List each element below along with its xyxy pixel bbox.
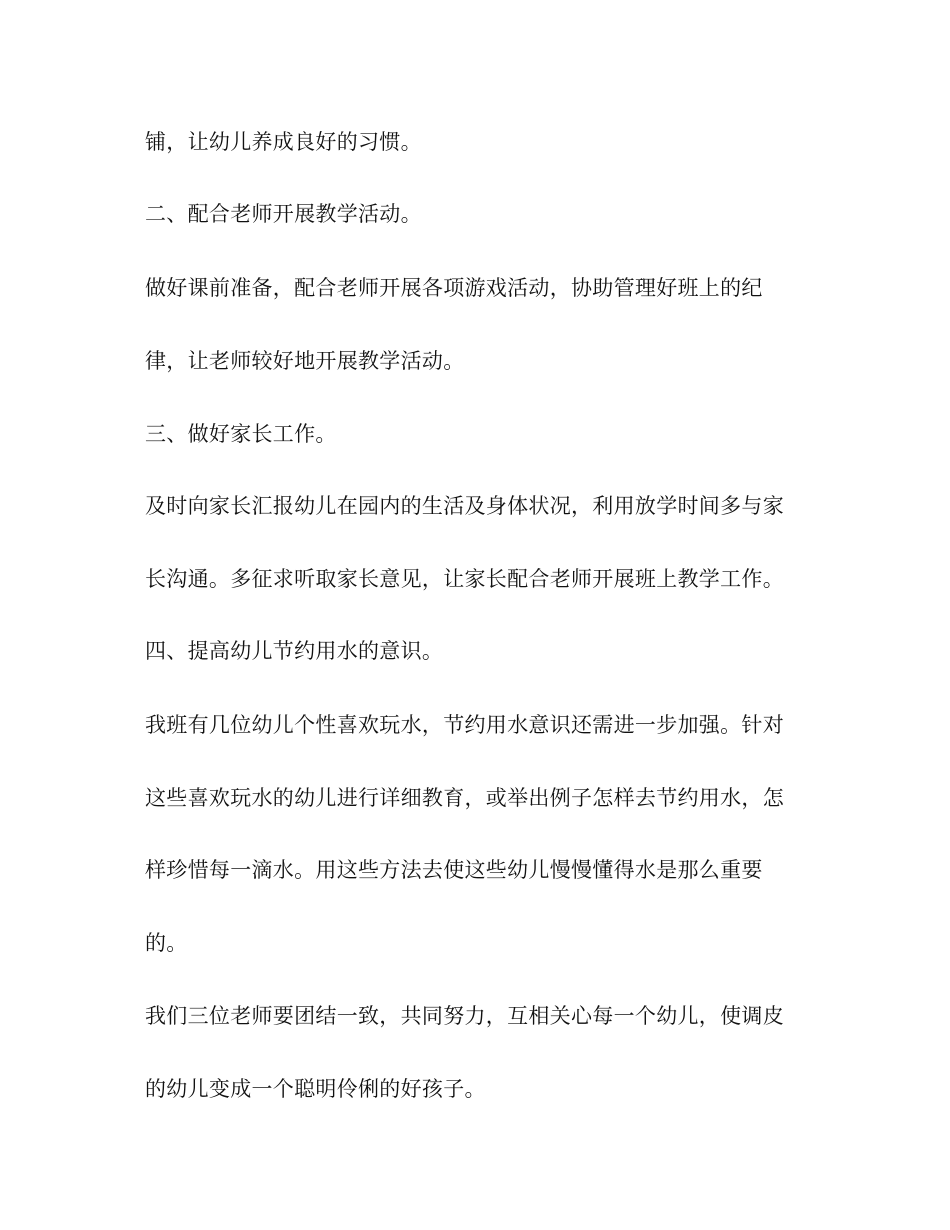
paragraph-line: 我班有几位幼儿个性喜欢玩水，节约用水意识还需进一步加强。针对 bbox=[145, 713, 784, 737]
paragraph-line: 律，让老师较好地开展教学活动。 bbox=[145, 349, 465, 373]
section-heading-4: 四、提高幼儿节约用水的意识。 bbox=[145, 639, 444, 663]
section-heading-2: 二、配合老师开展教学活动。 bbox=[145, 202, 422, 226]
paragraph-line: 长沟通。多征求听取家长意见，让家长配合老师开展班上教学工作。 bbox=[145, 567, 784, 591]
paragraph-line: 这些喜欢玩水的幼儿进行详细教育，或举出例子怎样去节约用水，怎 bbox=[145, 786, 784, 810]
paragraph-line: 及时向家长汇报幼儿在园内的生活及身体状况，利用放学时间多与家 bbox=[145, 494, 784, 518]
paragraph-line: 铺，让幼儿养成良好的习惯。 bbox=[145, 130, 422, 154]
paragraph-line: 做好课前准备，配合老师开展各项游戏活动，协助管理好班上的纪 bbox=[145, 276, 763, 300]
paragraph-line: 的幼儿变成一个聪明伶俐的好孩子。 bbox=[145, 1077, 486, 1101]
paragraph-line: 样珍惜每一滴水。用这些方法去使这些幼儿慢慢懂得水是那么重要 bbox=[145, 858, 763, 882]
paragraph-line: 我们三位老师要团结一致，共同努力，互相关心每一个幼儿，使调皮 bbox=[145, 1004, 784, 1028]
section-heading-3: 三、做好家长工作。 bbox=[145, 422, 337, 446]
paragraph-line: 的。 bbox=[145, 931, 188, 955]
